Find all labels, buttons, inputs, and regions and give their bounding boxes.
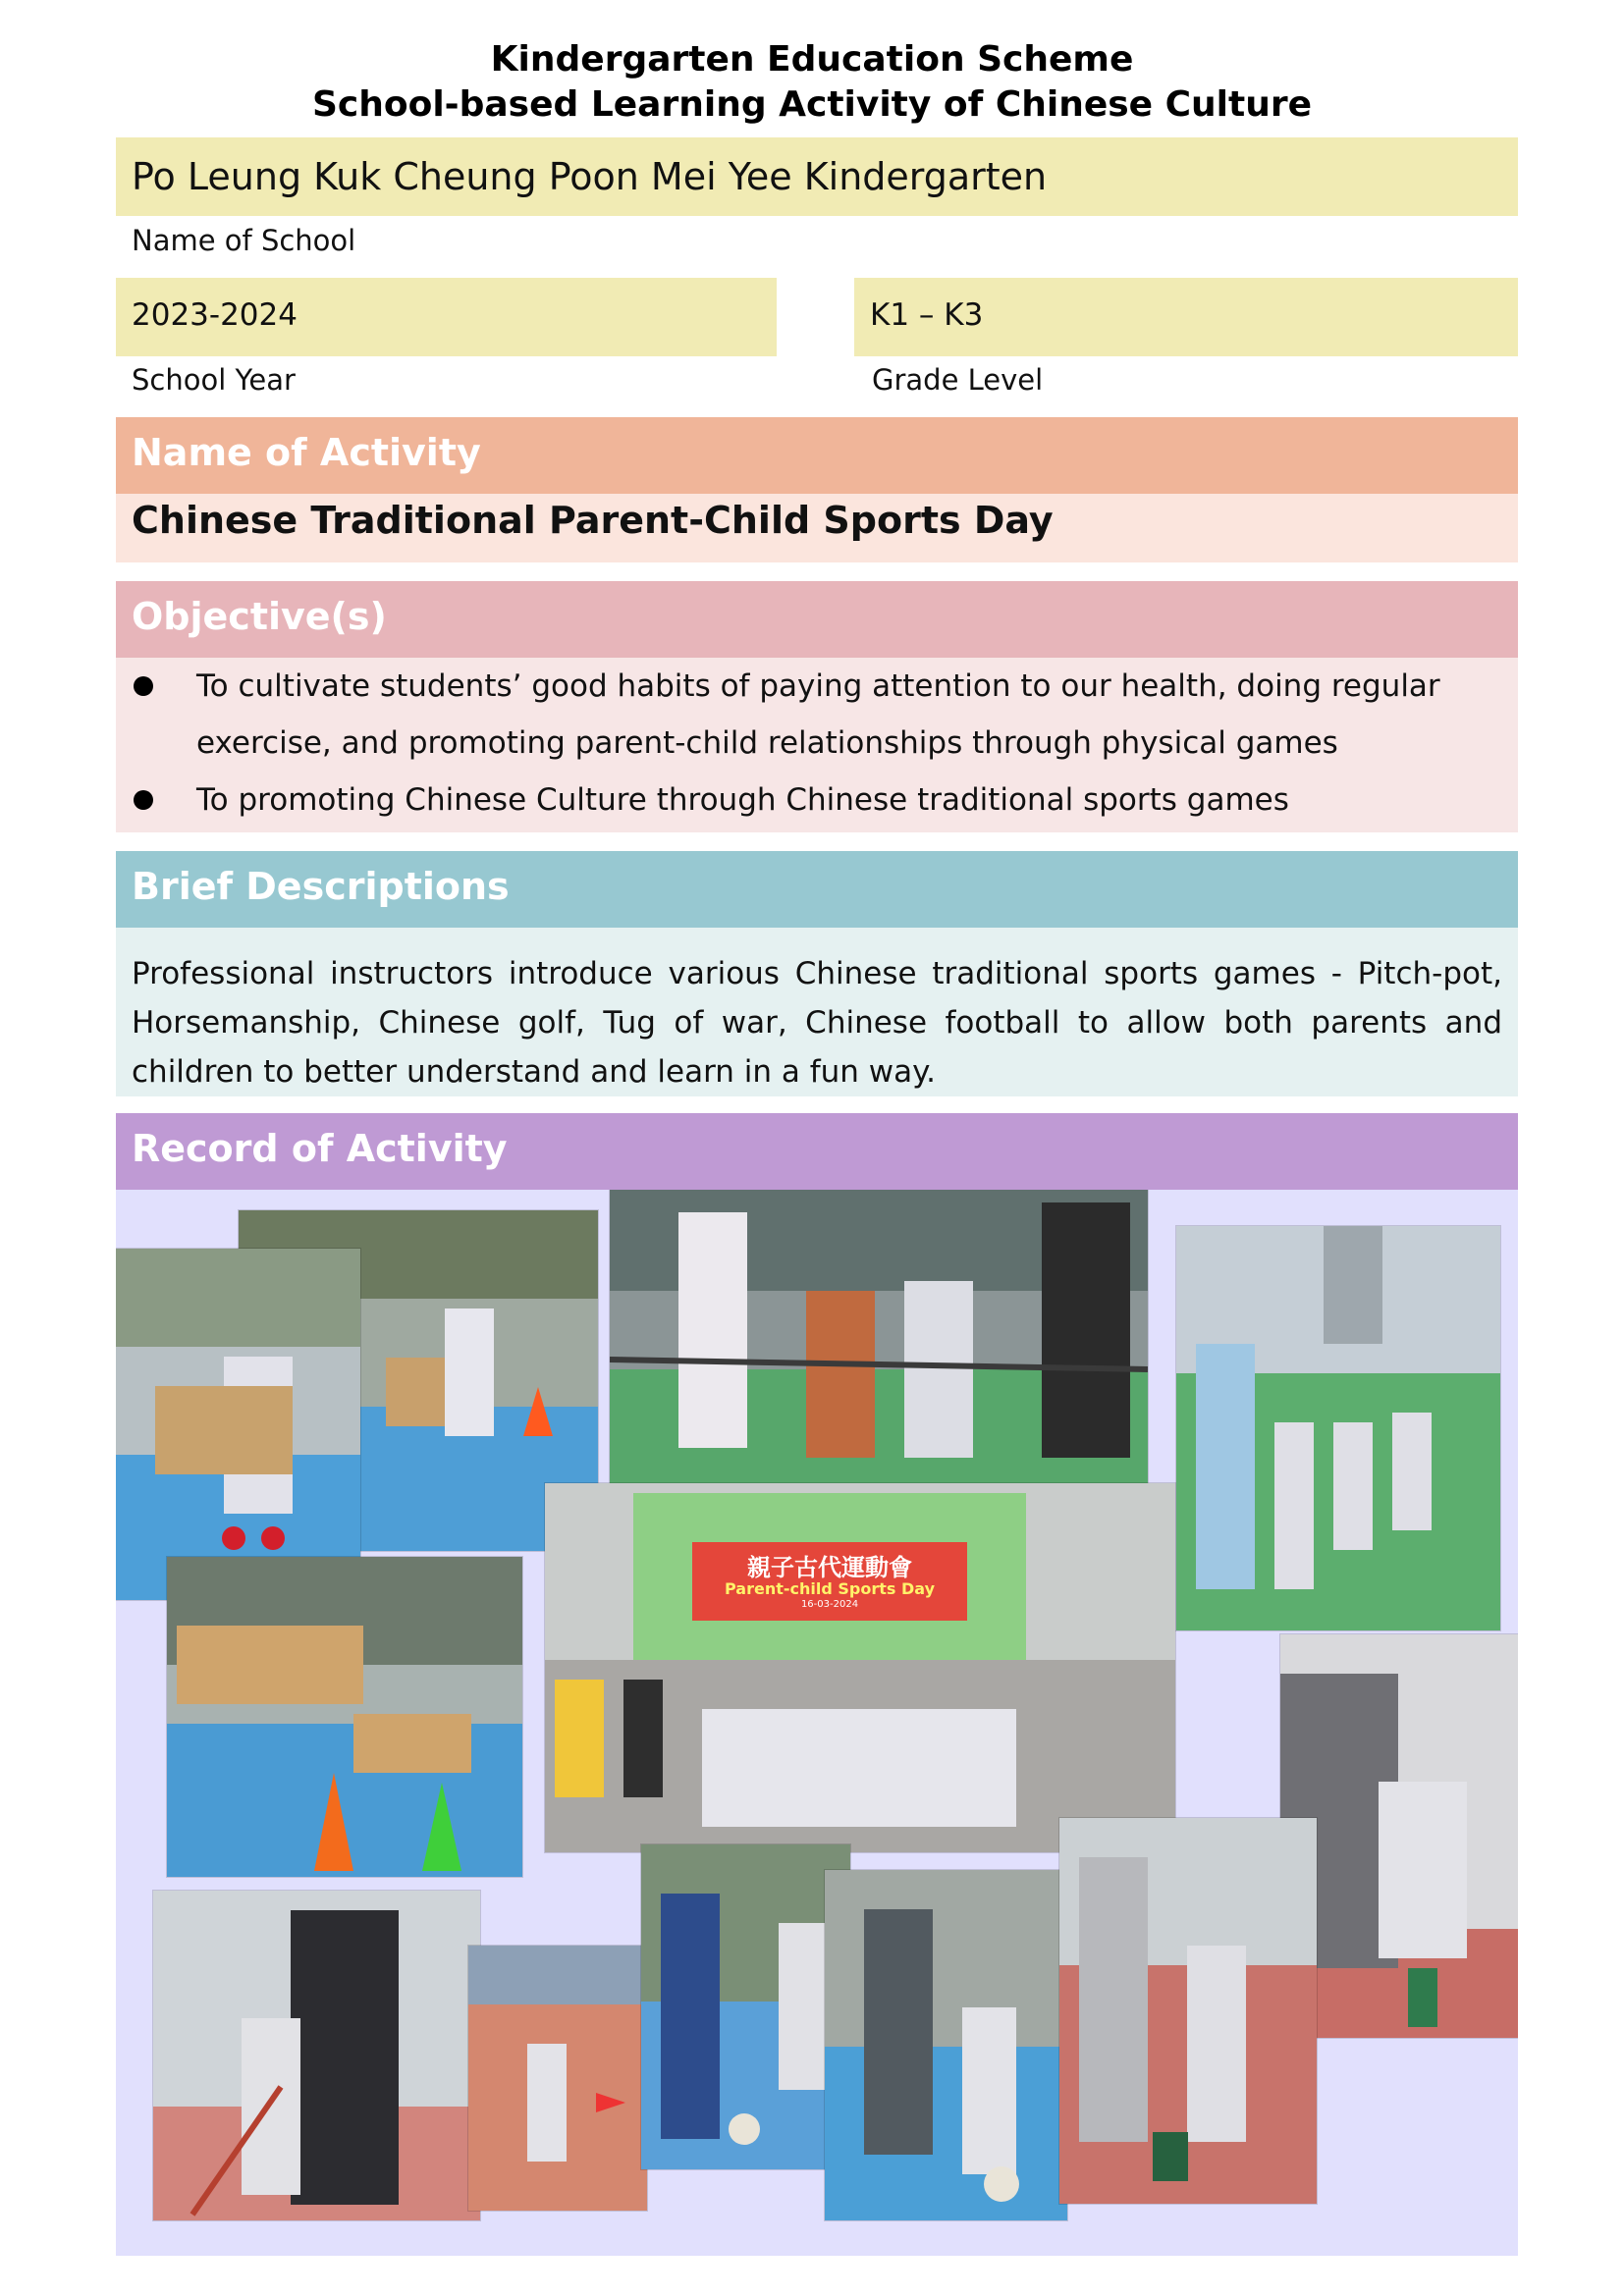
photo-child-golf-court <box>468 1946 647 2211</box>
photo-tug-of-war <box>610 1190 1148 1486</box>
document-title: Kindergarten Education Scheme <box>490 39 1134 80</box>
photo-mother-child-football <box>641 1844 850 2169</box>
description-text: Professional instructors introduce various Chinese traditional sports games - Pitch-pot, Horsemanship, Chinese golf, Tug of war, Chinese football to allow both parents and children to better understand and learn in a fun way. <box>116 928 1518 1096</box>
bullet-icon <box>134 676 153 696</box>
objective-2: To promoting Chinese Culture through Chinese traditional sports games <box>196 782 1289 818</box>
banner-date: 16-03-2024 <box>800 1599 859 1610</box>
grade-level-label: Grade Level <box>872 363 1044 397</box>
objective-1-line-2: exercise, and promoting parent-child relationships through physical games <box>196 725 1338 761</box>
activity-heading: Name of Activity <box>116 417 1518 494</box>
photo-child-horse-costume <box>116 1249 360 1600</box>
description-heading: Brief Descriptions <box>116 851 1518 928</box>
document-subtitle: School-based Learning Activity of Chinese Culture <box>311 84 1313 125</box>
photo-children-horse-cones <box>167 1557 522 1877</box>
bullet-icon <box>134 790 153 810</box>
objectives-heading: Objective(s) <box>116 581 1518 658</box>
photo-collage <box>116 1190 1518 2256</box>
school-year-value: 2023-2024 <box>116 278 777 356</box>
school-year-label: School Year <box>132 363 296 397</box>
objective-1-line-1: To cultivate students’ good habits of paying attention to our health, doing regular <box>196 668 1440 704</box>
photo-instructor-child-golf <box>153 1891 480 2220</box>
banner-title: 親子古代運動會 <box>747 1554 912 1581</box>
school-name-label: Name of School <box>132 224 356 257</box>
grade-level-value: K1 – K3 <box>854 278 1518 356</box>
photo-father-child-football <box>825 1870 1067 2220</box>
photo-group-banner <box>545 1483 1175 1852</box>
activity-name: Chinese Traditional Parent-Child Sports Day <box>116 494 1518 562</box>
school-name: Po Leung Kuk Cheung Poon Mei Yee Kindergarten <box>116 137 1518 216</box>
photo-chinese-golf <box>1176 1226 1500 1630</box>
photo-pitch-pot <box>1059 1818 1317 2204</box>
record-heading: Record of Activity <box>116 1113 1518 1190</box>
objectives-list <box>116 658 1518 832</box>
banner-subtitle: Parent-child Sports Day <box>725 1579 935 1598</box>
